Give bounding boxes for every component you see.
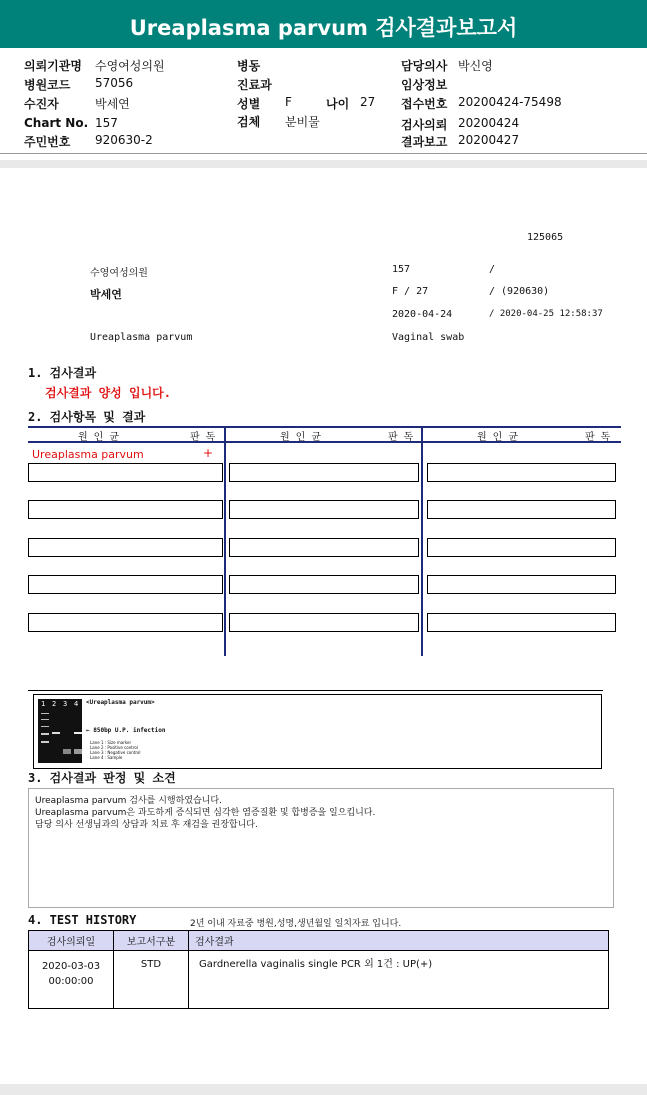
code-label: 병원코드 [24,78,71,92]
gel-title: <Ureaplasma parvum> [86,699,155,706]
history-date-cell [29,951,114,1009]
report-title: Ureaplasma parvum 검사결과보고서 [0,0,647,48]
result-cell [229,613,419,632]
history-time: 00:00:00 [48,976,94,987]
code-value: 57056 [95,76,134,90]
gel-legend [90,740,140,760]
gel-top-rule [28,690,603,691]
lane-3-number: 3 [63,700,68,708]
ward-label: 병동 [237,59,261,73]
patient-label: 수진자 [24,97,59,111]
positive-band [52,732,60,734]
result-cell [427,500,616,519]
positive-result: 검사결과 양성 입니다. [45,386,172,400]
ssn-label: 주민번호 [24,135,71,149]
opinion-line: Ureaplasma parvum 검사를 시행하였습니다. [35,796,222,806]
info-specimen: Vaginal swab [392,332,465,343]
history-header-row [29,931,609,951]
col-organism-1: 원 인 균 [78,432,120,443]
header-divider [0,153,647,154]
marker-band [41,719,49,720]
history-col-type: 보고서구분 [114,931,189,951]
result-cell [427,538,616,557]
opinion-line: Ureaplasma parvum은 과도하게 증식되면 심각한 염증질환 및 합병증을 일으킵니다. [35,808,376,818]
specimen-value: 분비물 [285,115,320,129]
specimen-label: 검체 [237,115,261,129]
sex-label: 성별 [237,97,261,111]
info-test: Ureaplasma parvum [90,332,193,343]
gel-band-label: ← 850bp U.P. infection [86,727,166,734]
history-note: 2년 이내 자료중 병원,성명,생년월일 일치자료 입니다. [190,919,402,929]
negative-band [63,749,71,754]
section4-title: 4. TEST HISTORY [28,913,137,927]
table-divider-1 [224,426,226,656]
opinion-line: 담당 의사 선생님과의 상담과 치료 후 재검을 권장합니다. [35,820,258,830]
result-cell [28,500,223,519]
col-judge-3: 판 독 [585,432,611,443]
result-cell [229,575,419,594]
section1-title: 1. 검사결과 [28,366,97,380]
gel-image [38,699,82,763]
dept-label: 진료과 [237,78,272,92]
history-col-date: 검사의뢰일 [29,931,114,951]
age-label: 나이 [326,97,350,111]
info-hospital: 수영여성의원 [90,268,148,279]
receipt-value: 20200424-75498 [458,95,562,109]
history-table [28,930,609,1009]
lane-1-number: 1 [41,700,46,708]
info-slash: / [489,264,496,275]
info-sex-age: F / 27 [392,286,429,297]
history-col-result: 검사결과 [189,931,609,951]
result-cell [229,500,419,519]
age-value: 27 [360,95,376,109]
result-cell [229,538,419,557]
info-chart: 157 [392,264,411,275]
info-birth: / (920630) [489,286,550,297]
result-cell [229,463,419,482]
info-date-reported: / 2020-04-25 12:58:37 [489,309,603,319]
marker-band [41,713,49,714]
gel-image-frame [33,694,602,769]
page-gap [0,160,647,168]
result-value: 20200427 [458,133,520,147]
col-organism-2: 원 인 균 [280,432,322,443]
marker-band [41,726,49,727]
marker-band [41,741,49,743]
gel-legend-item: Lane 4 : Sample [90,755,123,760]
result-cell [28,538,223,557]
info-patient: 박세연 [90,288,122,301]
request-label: 검사의뢰 [401,118,448,132]
page-bottom-gap [0,1084,647,1095]
gel-legend-item: Lane 2 : Positive control [90,745,138,750]
history-result: Gardnerella vaginalis single PCR 외 1건 : UP(+) [189,951,609,1009]
organism-judge: + [203,446,214,460]
organism-name: Ureaplasma parvum [32,448,144,461]
result-label: 결과보고 [401,135,448,149]
hospital-label: 의뢰기관명 [24,59,82,73]
result-cell [28,575,223,594]
clinical-label: 임상정보 [401,78,448,92]
history-type: STD [114,951,189,1009]
lane-2-number: 2 [52,700,57,708]
doctor-label: 담당의사 [401,59,448,73]
chart-value: 157 [95,116,118,130]
chart-label: Chart No. [24,116,89,130]
info-date-requested: 2020-04-24 [392,309,453,320]
result-cell [427,575,616,594]
gel-band-label-text: 850bp U.P. infection [93,727,166,734]
gel-legend-item: Lane 1 : Size marker [90,740,132,745]
history-date: 2020-03-03 [41,961,101,972]
sample-low-band [74,749,82,754]
section3-title: 3. 검사결과 판정 및 소견 [28,771,176,785]
lane-4-number: 4 [74,700,79,708]
result-cell [427,613,616,632]
doctor-value: 박신영 [458,59,493,73]
sample-band [74,732,82,734]
request-value: 20200424 [458,116,520,130]
col-judge-1: 판 독 [190,432,216,443]
receipt-label: 접수번호 [401,97,448,111]
result-cell [28,613,223,632]
result-cell [427,463,616,482]
marker-band [41,733,49,735]
report-id: 125065 [527,232,564,243]
col-organism-3: 원 인 균 [477,432,519,443]
section2-title: 2. 검사항목 및 결과 [28,410,146,424]
col-judge-2: 판 독 [388,432,414,443]
gel-legend-item: Lane 3 : Negative control [90,750,141,755]
table-divider-2 [421,426,423,656]
table-row [29,951,609,1009]
opinion-box [28,788,614,908]
patient-value: 박세연 [95,97,130,111]
hospital-value: 수영여성의원 [95,59,165,73]
sex-value: F [285,95,292,109]
result-cell [28,463,223,482]
ssn-value: 920630-2 [95,133,153,147]
